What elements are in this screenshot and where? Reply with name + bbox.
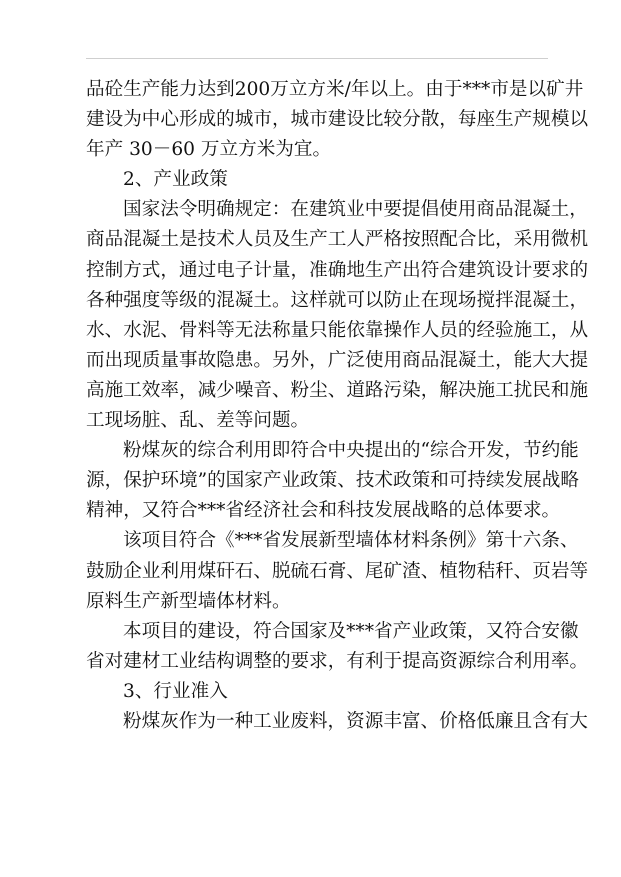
text-line: 建设为中心形成的城市，城市建设比较分散，每座生产规模以 xyxy=(86,109,589,131)
text-line: 国家法令明确规定：在建筑业中要提倡使用商品混凝土， xyxy=(123,199,588,221)
text-line: 品砼生产能力达到200万立方米/年以上。由于***市是以矿井 xyxy=(86,79,584,100)
document-body xyxy=(86,75,589,737)
text-line: 各种强度等级的混凝土。这样就可以防止在现场搅拌混凝土， xyxy=(86,289,589,311)
text-line: 高施工效率，减少噪音、粉尘、道路污染，解决施工扰民和施 xyxy=(86,379,589,401)
text-line: 而出现质量事故隐患。另外，广泛使用商品混凝土，能大大提 xyxy=(86,349,589,371)
text-line: 省对建材工业结构调整的要求，有利于提高资源综合利用率。 xyxy=(86,650,589,672)
text-line: 控制方式，通过电子计量，准确地生产出符合建筑设计要求的 xyxy=(86,259,589,281)
text-line: 工现场脏、乱、差等问题。 xyxy=(86,410,310,432)
text-line: 年产 30－60 万立方米为宜。 xyxy=(86,139,332,161)
text-line: 水、水泥、骨料等无法称量只能依靠操作人员的经验施工，从 xyxy=(86,319,589,341)
section-heading: 3、行业准入 xyxy=(123,680,228,702)
text-line: 粉煤灰的综合利用即符合中央提出的“综合开发，节约能 xyxy=(123,440,579,462)
page-header-rule xyxy=(86,58,548,59)
text-line: 粉煤灰作为一种工业废料，资源丰富、价格低廉且含有大 xyxy=(123,710,588,732)
text-line: 本项目的建设，符合国家及***省产业政策，又符合安徽 xyxy=(123,620,579,642)
text-line: 源，保护环境”的国家产业政策、技术政策和可持续发展战略 xyxy=(86,470,579,492)
text-line: 该项目符合《***省发展新型墙体材料条例》第十六条、 xyxy=(123,530,579,552)
text-line: 精神，又符合***省经济社会和科技发展战略的总体要求。 xyxy=(86,500,561,522)
text-line: 原料生产新型墙体材料。 xyxy=(86,590,291,612)
text-line: 商品混凝土是技术人员及生产工人严格按照配合比，采用微机 xyxy=(86,229,589,251)
section-heading: 2、产业政策 xyxy=(123,169,228,191)
text-line: 鼓励企业利用煤矸石、脱硫石膏、尾矿渣、植物秸秆、页岩等 xyxy=(86,560,589,582)
